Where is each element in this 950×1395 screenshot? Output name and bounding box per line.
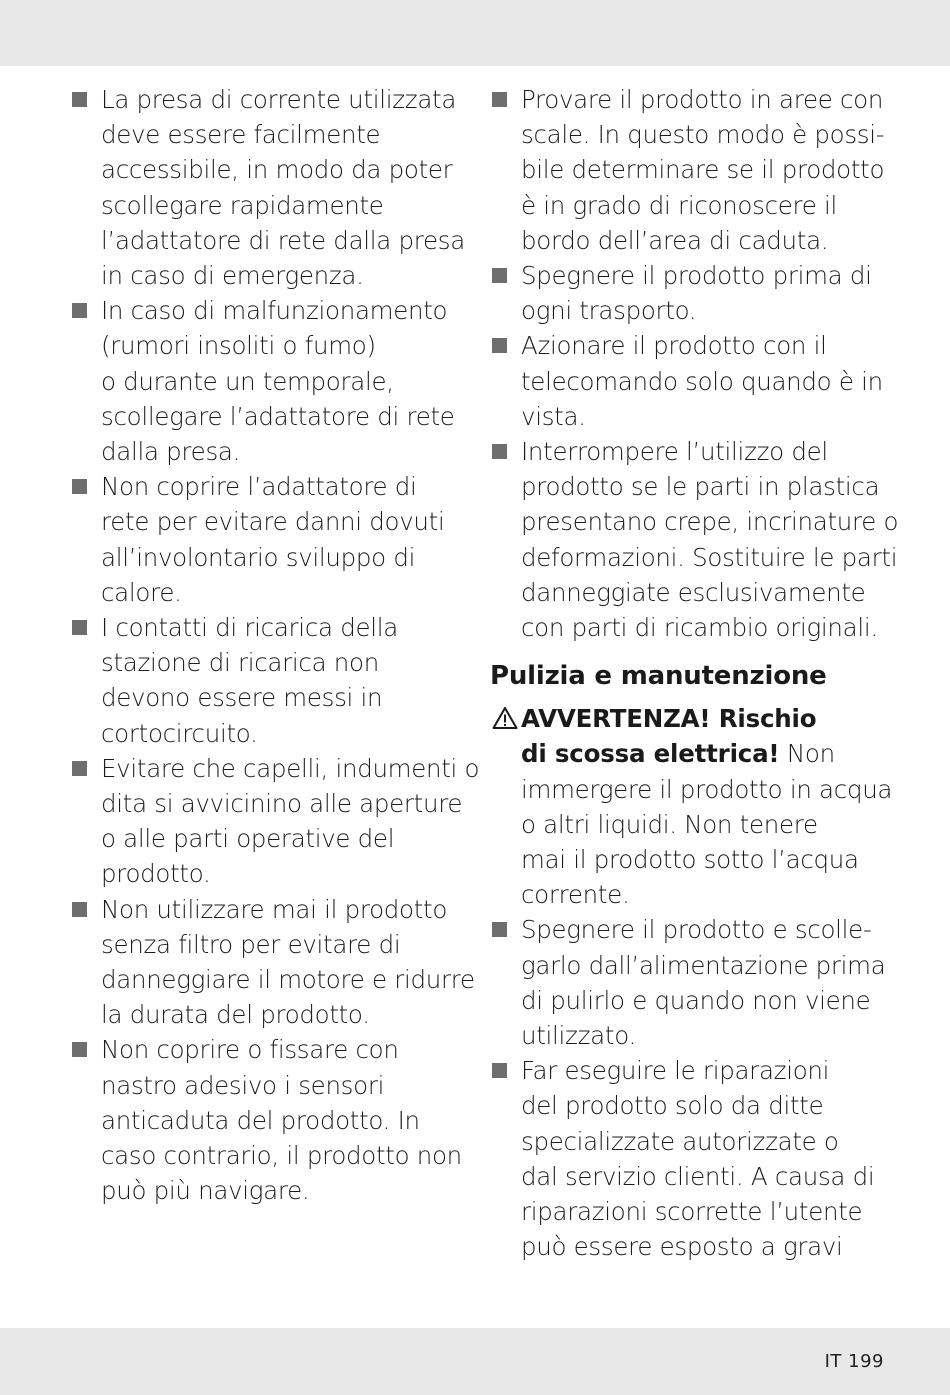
text-line: utilizzato. (521, 1021, 636, 1051)
text-line: Evitare che capelli, indumenti o (101, 753, 480, 783)
text-line: con parti di ricambio originali. (521, 613, 878, 643)
text-line: stazione di ricarica non (101, 648, 379, 678)
list-item (70, 82, 470, 293)
square-bullet-icon (492, 444, 507, 459)
section-heading: Pulizia e manutenzione (490, 661, 827, 692)
text-line: Spegnere il prodotto prima di (521, 261, 872, 291)
text-line: deformazioni. Sostituire le parti (521, 542, 898, 572)
text-line: devono essere messi in (101, 683, 383, 713)
right-column (490, 82, 899, 1265)
text-line: Far eseguire le riparazioni (521, 1056, 830, 1086)
warning-line (521, 736, 890, 771)
text-line: o alle parti operative del (101, 824, 395, 854)
text-line: dita si avvicinino alle aperture (101, 789, 463, 819)
warning-heading: di scossa elettrica! (521, 739, 780, 769)
text-line: mai il prodotto sotto l’acqua (521, 845, 859, 875)
square-bullet-icon (72, 761, 87, 776)
text-line: deve essere facilmente (101, 120, 381, 150)
warning-triangle-icon (492, 706, 518, 730)
warning-heading: AVVERTENZA! Rischio (521, 704, 817, 734)
text-line: o durante un temporale, (101, 366, 394, 396)
text-line: riparazioni scorrette l’utente (521, 1197, 863, 1227)
list-item (490, 1053, 890, 1264)
text-line: dalla presa. (101, 437, 241, 467)
text-line: ogni trasporto. (521, 296, 697, 326)
text-line: senza filtro per evitare di (101, 929, 401, 959)
text-line: nastro adesivo i sensori (101, 1070, 385, 1100)
text-line: corrente. (521, 880, 630, 910)
list-item (70, 892, 475, 1033)
square-bullet-icon (72, 92, 87, 107)
safety-list-right (490, 82, 899, 645)
text-line: rete per evitare danni dovuti (101, 507, 445, 537)
text-line: calore. (101, 577, 182, 607)
text-line: anticaduta del prodotto. In (101, 1105, 420, 1135)
square-bullet-icon (72, 1042, 87, 1057)
list-item (70, 610, 470, 751)
text-line: prodotto. (101, 859, 211, 889)
text-line: La presa di corrente utilizzata (101, 85, 457, 114)
text-line: la durata del prodotto. (101, 1000, 370, 1030)
safety-list-left (70, 82, 480, 1209)
left-column (70, 82, 480, 1209)
list-item (70, 751, 480, 892)
square-bullet-icon (72, 479, 87, 494)
text-line: scollegare l’adattatore di rete (101, 401, 455, 431)
square-bullet-icon (72, 303, 87, 318)
text-line: Azionare il prodotto con il (521, 331, 827, 361)
list-item (490, 82, 890, 258)
text-line: immergere il prodotto in acqua (521, 774, 893, 804)
text-line: In caso di malfunzionamento (101, 296, 448, 326)
square-bullet-icon (72, 902, 87, 917)
header-band (0, 0, 950, 66)
text-line: all’involontario sviluppo di (101, 542, 416, 572)
text-line: prodotto se le parti in plastica (521, 472, 880, 502)
square-bullet-icon (492, 338, 507, 353)
text-line: scollegare rapidamente (101, 190, 384, 220)
text-line: (rumori insoliti o fumo) (101, 331, 376, 361)
list-item (490, 328, 890, 434)
text-line: di pulirlo e quando non viene (521, 985, 871, 1015)
text-line: I contatti di ricarica della (101, 613, 398, 643)
text-line: accessibile, in modo da poter (101, 155, 453, 185)
text-line: cortocircuito. (101, 718, 258, 748)
square-bullet-icon (492, 268, 507, 283)
text-line: bordo dell’area di caduta. (521, 225, 829, 255)
text-line: dal servizio clienti. A causa di (521, 1161, 875, 1191)
warning-line (521, 701, 890, 736)
maintenance-list (490, 912, 890, 1264)
text-line: Non coprire l’adattatore di (101, 472, 417, 502)
text-line: Interrompere l’utilizzo del (521, 437, 828, 467)
list-item (490, 912, 890, 1053)
square-bullet-icon (492, 1063, 507, 1078)
text-fragment: Non (779, 739, 835, 769)
text-line: telecomando solo quando è in (521, 366, 883, 396)
square-bullet-icon (492, 922, 507, 937)
text-line: può essere esposto a gravi (521, 1232, 843, 1262)
text-line: vista. (521, 401, 586, 431)
text-line: Non utilizzare mai il prodotto (101, 894, 448, 924)
square-bullet-icon (492, 92, 507, 107)
page-number: IT 199 (824, 1351, 884, 1372)
text-line: presentano crepe, incrinature o (521, 507, 899, 537)
text-line: in caso di emergenza. (101, 261, 364, 291)
text-line: garlo dall’alimentazione prima (521, 950, 886, 980)
warning-notice (490, 701, 893, 912)
footer-band (0, 1328, 950, 1395)
text-line: caso contrario, il prodotto non (101, 1141, 462, 1171)
text-line: specializzate autorizzate o (521, 1126, 839, 1156)
text-line: Non coprire o fissare con (101, 1035, 399, 1065)
text-line: Spegnere il prodotto e scolle- (521, 915, 872, 945)
text-line: del prodotto solo da ditte (521, 1091, 824, 1121)
square-bullet-icon (72, 620, 87, 635)
text-line: danneggiate esclusivamente (521, 577, 866, 607)
text-line: Provare il prodotto in aree con (521, 85, 884, 114)
list-item (490, 258, 890, 328)
list-item (490, 434, 899, 645)
text-line: o altri liquidi. Non tenere (521, 809, 818, 839)
list-item (70, 469, 470, 610)
text-line: bile determinare se il prodotto (521, 155, 885, 185)
list-item (70, 1032, 470, 1208)
text-line: scale. In questo modo è possi- (521, 120, 885, 150)
list-item (70, 293, 470, 469)
text-line: è in grado di riconoscere il (521, 190, 838, 220)
text-line: danneggiare il motore e ridurre (101, 965, 475, 995)
text-line: l’adattatore di rete dalla presa (101, 225, 465, 255)
text-line: può più navigare. (101, 1176, 310, 1206)
